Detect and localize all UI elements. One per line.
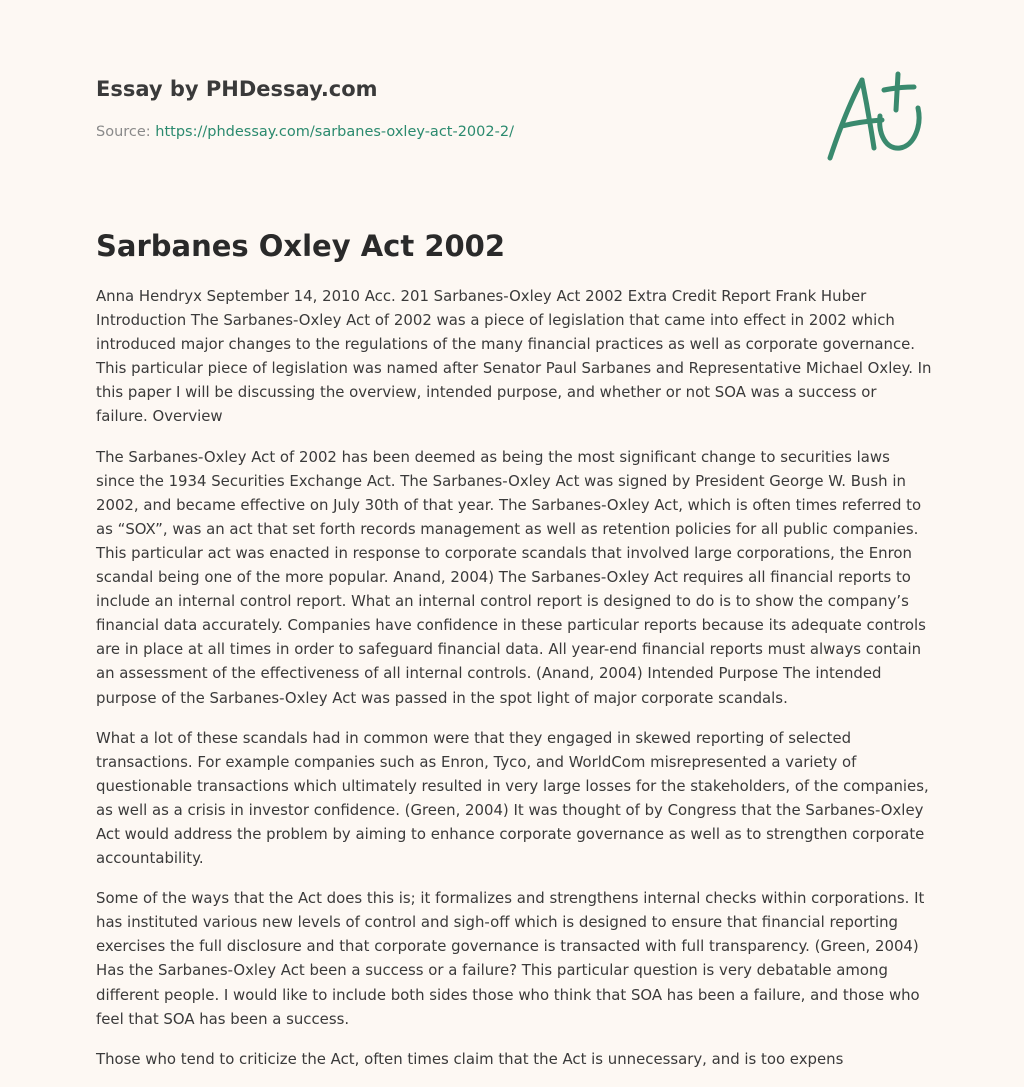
source-line [96, 122, 796, 142]
essay-paragraph: Anna Hendryx September 14, 2010 Acc. 201 Sarbanes-Oxley Act 2002 Extra Credit Report Frank Huber Introduction The Sarbanes-Oxley Act of 2002 was a piece of legislation that came into effect in 2002 which introduced major changes to the regulations of the many financial practices as well as corporate governance. This particular piece of legislation was named after Senator Paul Sarbanes and Representative Michael Oxley. In this paper I will be discussing the overview, intended purpose, and whether or not SOA was a success or failure. Overview [96, 287, 932, 426]
site-header [96, 74, 796, 142]
site-title: Essay by PHDessay.com [96, 77, 378, 101]
essay-paragraph: Some of the ways that the Act does this is; it formalizes and strengthens internal checks within corporations. It has instituted various new levels of control and sigh-off which is designed to ensure that financial reporting exercises the full disclosure and that corporate governance is transacted with full transparency. (Green, 2004) Has the Sarbanes-Oxley Act been a success or a failure? This particular question is very debatable among different people. I would like to include both sides those who think that SOA has been a failure, and those who feel that SOA has been a success. [96, 889, 925, 1028]
essay-paragraph: What a lot of these scandals had in common were that they engaged in skewed reporting of selected transactions. For example companies such as Enron, Tyco, and WorldCom misrepresented a variety of questionable transactions which ultimately resulted in very large losses for the stakeholders, of the companies, as well as a crisis in investor confidence. (Green, 2004) It was thought of by Congress that the Sarbanes-Oxley Act would address the problem by aiming to enhance corporate governance as well as to strengthen corporate accountability. [96, 728, 929, 868]
essay-title: Sarbanes Oxley Act 2002 [96, 229, 506, 263]
essay-paragraph: The Sarbanes-Oxley Act of 2002 has been deemed as being the most significant change to securities laws since the 1934 Securities Exchange Act. The Sarbanes-Oxley Act was signed by President George W. Bush in 2002, and became effective on July 30th of that year. The Sarbanes-Oxley Act, which is often times referred to as “SOX”, was an act that set forth records management as well as retention policies for all public companies. This particular act was enacted in response to corporate scandals that involved large corporations, the Enron scandal being one of the more popular. Anand, 2004) The Sarbanes-Oxley Act requires all financial reports to include an internal control report. What an internal control report is designed to do is to show the company’s financial data accurately. Companies have confidence in these particular reports because its adequate controls are in place at all times in order to safeguard financial data. All year-end financial reports must always contain an assessment of the effectiveness of all internal controls. (Anand, 2004) Intended Purpose The intended purpose of the Sarbanes-Oxley Act was passed in the spot light of major corporate scandals. [96, 447, 926, 707]
essay-paragraph: Those who tend to criticize the Act, often times claim that the Act is unnecessary, and is too expens [96, 1049, 844, 1068]
a-plus-logo-icon [822, 68, 928, 164]
a-plus-logo[interactable] [822, 68, 928, 164]
source-link[interactable]: https://phdessay.com/sarbanes-oxley-act-2002-2/ [155, 124, 514, 140]
essay-body [96, 284, 932, 1087]
source-label: Source: [96, 124, 151, 140]
